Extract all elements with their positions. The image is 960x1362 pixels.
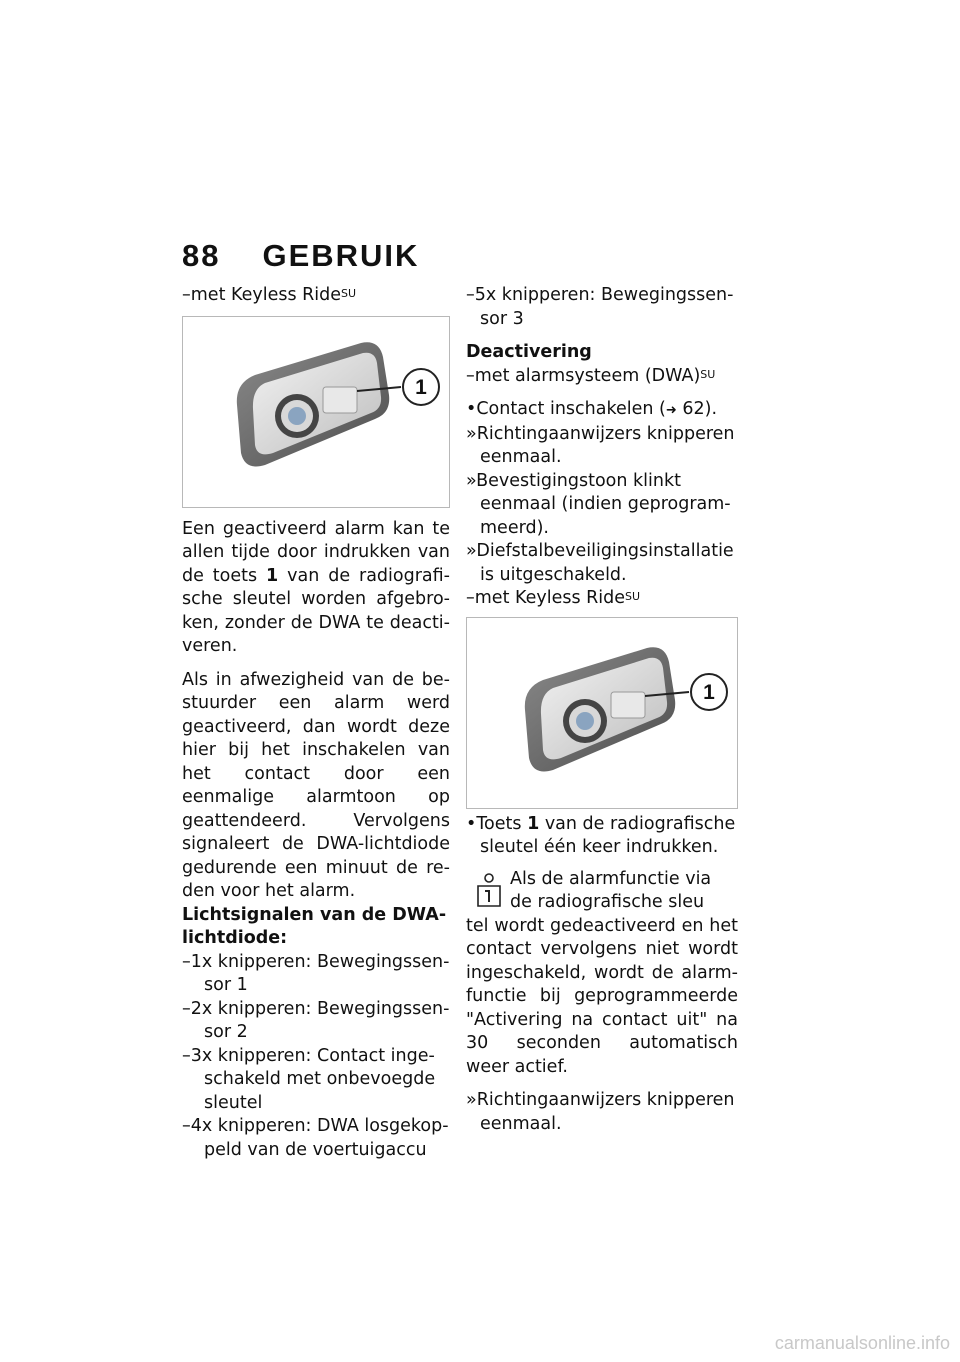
page-number: 88 (182, 238, 221, 273)
heading-deactivation: Deactivering (466, 342, 592, 362)
info-icon (474, 872, 504, 908)
step-switch-on-contact: •Contact inschakelen (➜ 62). (466, 399, 718, 419)
key-figure-1 (182, 316, 450, 508)
callout-number-1: 1 (415, 375, 427, 399)
callout-number-1: 1 (703, 680, 715, 704)
signal-item: –5x knipperen: Bewegingssensor 3 (466, 285, 734, 329)
result-item: »Bevestigingstoon klinkt eenmaal (indien geprogrammeerd). (466, 470, 731, 538)
info-text-indented: Als de alarmfunctie via de radiografische sleu (510, 868, 712, 912)
heading-light-signals: Lichtsignalen van de DWA-lichtdiode: (182, 904, 447, 948)
keyless-ride-label: –met Keyless Ride$^{SU}$ (466, 588, 641, 608)
radio-key-illustration (183, 317, 451, 509)
result-item: »Richtingaanwijzers knipperen eenmaal. (466, 423, 735, 467)
signal-item: –1x knipperen: Bewegingssensor 1 (182, 951, 450, 995)
signal-item: –3x knipperen: Contact ingeschakeld met onbevoegde sleutel (182, 1045, 436, 1113)
radio-key-illustration (467, 618, 739, 810)
section-title: GEBRUIK (262, 238, 420, 273)
result-item: »Richtingaanwijzers knipperen eenmaal. (466, 1090, 735, 1134)
result-item: »Diefstalbeveiligingsinstallatie is uitgeschakeld. (466, 541, 734, 585)
page-header (182, 238, 419, 274)
paragraph-alarm-memory: Als in afwezigheid van de bestuurder een alarm werd geactiveerd, dan wordt deze hier bij het inschakelen van het contact door een eenmalige alarmtoon op geattendeerd. Vervolgens signaleert de DWA-lichtdiode gedurende een minuut de reden voor het alarm. (182, 669, 450, 901)
page-reference-arrow-icon: ➜ (665, 403, 677, 418)
info-note (466, 868, 738, 1080)
signal-item: –4x knipperen: DWA losgekoppeld van de voertuigaccu (182, 1116, 449, 1160)
left-column (182, 284, 450, 1162)
signal-item: –2x knipperen: Bewegingssensor 2 (182, 998, 450, 1042)
paragraph-abort-alarm: Een geactiveerd alarm kan te allen tijde door indrukken van de toets 1 van de radiografische sleutel worden afgebroken, zonder de DWA te deactiveren. (182, 518, 450, 656)
key-figure-2 (466, 617, 738, 809)
keyless-ride-label: –met Keyless Ride$^{SU}$ (182, 285, 357, 305)
right-column (466, 284, 738, 1136)
alarm-system-label: –met alarmsysteem (DWA)$^{SU}$ (466, 365, 716, 386)
step-press-key: •Toets 1 van de radiografische sleutel één keer indrukken. (466, 813, 736, 857)
watermark-link[interactable]: carmanualsonline.info (774, 1333, 950, 1353)
info-text: tel wordt gedeactiveerd en het contact vervolgens niet wordt ingeschakeld, wordt de alarmfunctie bij geprogrammeerde "Activering na contact uit" na 30 seconden automatisch weer actief. (466, 915, 738, 1077)
